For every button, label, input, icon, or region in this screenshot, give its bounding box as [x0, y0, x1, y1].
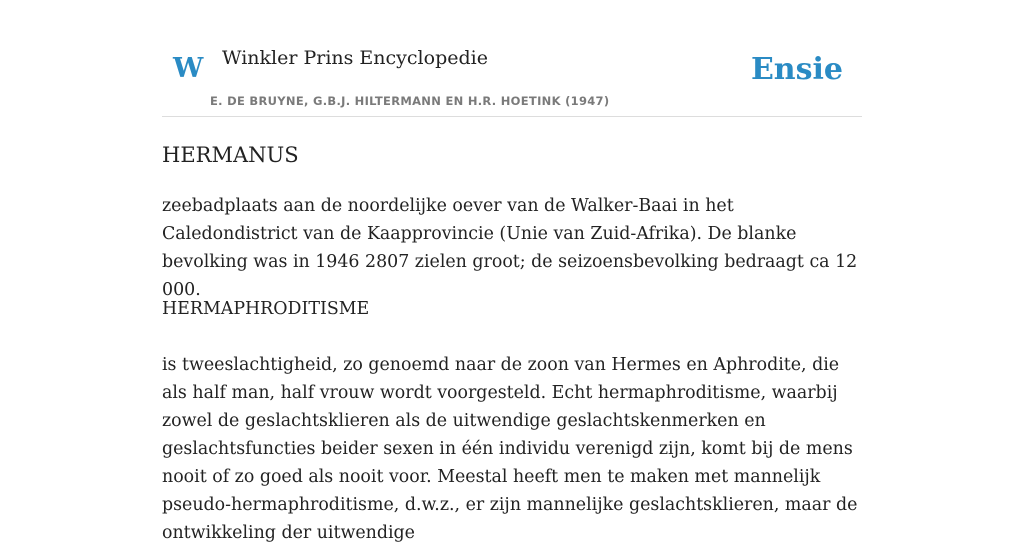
source-title-link[interactable]: Winkler Prins Encyclopedie: [222, 47, 488, 69]
source-authors: E. DE BRUYNE, G.B.J. HILTERMANN EN H.R. HOETINK (1947): [210, 94, 610, 108]
article-page: [162, 0, 862, 543]
source-logo[interactable]: W: [173, 53, 204, 84]
entry-title-hermanus: HERMANUS: [162, 143, 299, 167]
entry-text-hermaphroditisme: is tweeslachtigheid, zo genoemd naar de zoon van Hermes en Aphrodite, die als half man, half vrouw wordt voorgesteld. Echt hermaphroditisme, waarbij zowel de geslachtsklieren als de uitwendige geslachtskenmerken en geslachtsfuncties beider sexen in één individu verenigd zijn, komt bij de mens nooit of zo goed als nooit voor. Meestal heeft men te maken met mannelijk pseudo-hermaphroditisme, d.w.z., er zijn mannelijke geslachtsklieren, maar de ontwikkeling der uitwendige: [162, 355, 858, 543]
page-header: [162, 0, 862, 117]
ensie-brand-logo[interactable]: Ensie: [750, 52, 843, 87]
entry-title-hermaphroditisme: HERMAPHRODITISME: [162, 299, 370, 319]
entry-text-hermanus: zeebadplaats aan de noordelijke oever van de Walker-Baai in het Caledondistrict van de Kaapprovincie (Unie van Zuid-Afrika). De blanke bevolking was in 1946 2807 zielen groot; de seizoensbevolking bedraagt ca 12 000.: [162, 196, 858, 300]
